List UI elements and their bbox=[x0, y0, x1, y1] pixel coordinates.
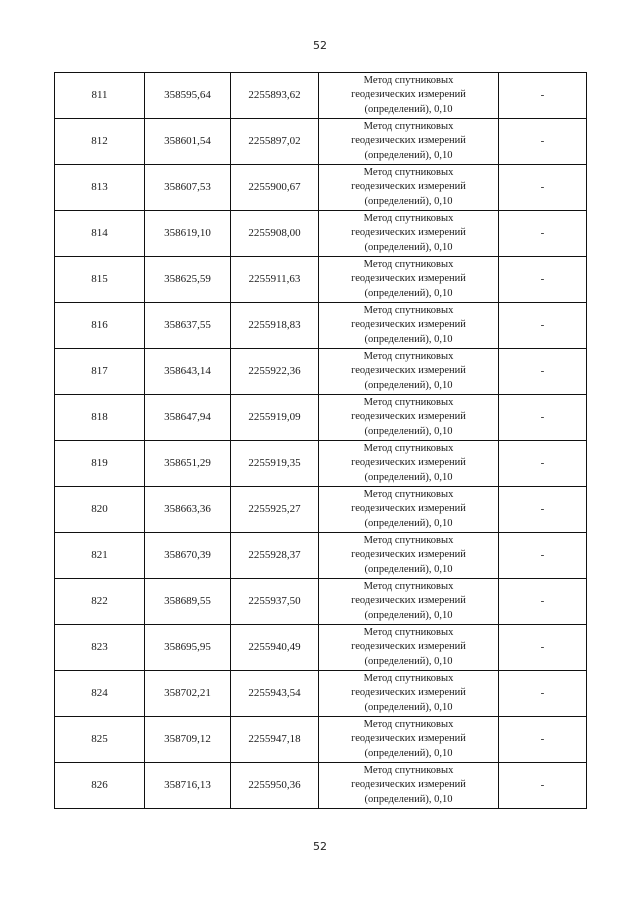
x-coordinate-cell: 358651,29 bbox=[145, 441, 231, 487]
table-row bbox=[55, 303, 587, 349]
method-text-line: геодезических измерений bbox=[351, 411, 466, 423]
method-text-line: (определений), 0,10 bbox=[364, 333, 453, 345]
note-cell: - bbox=[499, 395, 587, 441]
x-coordinate-cell: 358695,95 bbox=[145, 625, 231, 671]
x-coordinate-cell: 358647,94 bbox=[145, 395, 231, 441]
method-text-line: (определений), 0,10 bbox=[364, 241, 453, 253]
point-number-cell: 818 bbox=[55, 395, 145, 441]
method-cell bbox=[319, 257, 499, 303]
method-cell bbox=[319, 671, 499, 717]
x-coordinate-cell: 358689,55 bbox=[145, 579, 231, 625]
table-row bbox=[55, 487, 587, 533]
table-row bbox=[55, 533, 587, 579]
point-number-cell: 821 bbox=[55, 533, 145, 579]
method-text-line: Метод спутниковых bbox=[363, 764, 454, 776]
y-coordinate-cell: 2255897,02 bbox=[231, 119, 319, 165]
method-text-line: Метод спутниковых bbox=[363, 304, 454, 316]
method-cell bbox=[319, 395, 499, 441]
note-cell: - bbox=[499, 763, 587, 809]
note-cell: - bbox=[499, 119, 587, 165]
method-text-line: Метод спутниковых bbox=[363, 74, 454, 86]
method-cell bbox=[319, 211, 499, 257]
method-text-line: Метод спутниковых bbox=[363, 396, 454, 408]
point-number-cell: 815 bbox=[55, 257, 145, 303]
table-row bbox=[55, 119, 587, 165]
x-coordinate-cell: 358637,55 bbox=[145, 303, 231, 349]
method-text-line: геодезических измерений bbox=[351, 89, 466, 101]
point-number-cell: 819 bbox=[55, 441, 145, 487]
method-text-line: геодезических измерений bbox=[351, 503, 466, 515]
method-text-line: (определений), 0,10 bbox=[364, 195, 453, 207]
method-text-line: Метод спутниковых bbox=[363, 626, 454, 638]
coordinates-table-body bbox=[55, 73, 587, 809]
method-text-line: геодезических измерений bbox=[351, 549, 466, 561]
x-coordinate-cell: 358709,12 bbox=[145, 717, 231, 763]
note-cell: - bbox=[499, 579, 587, 625]
method-text-line: Метод спутниковых bbox=[363, 258, 454, 270]
method-text-line: геодезических измерений bbox=[351, 779, 466, 791]
method-text-line: (определений), 0,10 bbox=[364, 103, 453, 115]
method-text-line: геодезических измерений bbox=[351, 273, 466, 285]
table-row bbox=[55, 579, 587, 625]
note-cell: - bbox=[499, 165, 587, 211]
page-number-bottom: 52 bbox=[313, 840, 327, 853]
table-row bbox=[55, 395, 587, 441]
method-cell bbox=[319, 533, 499, 579]
method-cell bbox=[319, 717, 499, 763]
point-number-cell: 824 bbox=[55, 671, 145, 717]
table-row bbox=[55, 73, 587, 119]
point-number-cell: 825 bbox=[55, 717, 145, 763]
note-cell: - bbox=[499, 717, 587, 763]
page-number-top: 52 bbox=[313, 39, 327, 52]
x-coordinate-cell: 358643,14 bbox=[145, 349, 231, 395]
y-coordinate-cell: 2255919,35 bbox=[231, 441, 319, 487]
method-text-line: геодезических измерений bbox=[351, 641, 466, 653]
method-text-line: Метод спутниковых bbox=[363, 350, 454, 362]
point-number-cell: 813 bbox=[55, 165, 145, 211]
point-number-cell: 820 bbox=[55, 487, 145, 533]
note-cell: - bbox=[499, 487, 587, 533]
y-coordinate-cell: 2255940,49 bbox=[231, 625, 319, 671]
point-number-cell: 814 bbox=[55, 211, 145, 257]
x-coordinate-cell: 358663,36 bbox=[145, 487, 231, 533]
y-coordinate-cell: 2255908,00 bbox=[231, 211, 319, 257]
coordinates-table bbox=[54, 72, 587, 809]
table-row bbox=[55, 211, 587, 257]
method-text-line: Метод спутниковых bbox=[363, 212, 454, 224]
table-row bbox=[55, 671, 587, 717]
table-row bbox=[55, 717, 587, 763]
point-number-cell: 822 bbox=[55, 579, 145, 625]
method-cell bbox=[319, 165, 499, 211]
method-cell bbox=[319, 349, 499, 395]
note-cell: - bbox=[499, 349, 587, 395]
y-coordinate-cell: 2255947,18 bbox=[231, 717, 319, 763]
y-coordinate-cell: 2255919,09 bbox=[231, 395, 319, 441]
method-text-line: геодезических измерений bbox=[351, 135, 466, 147]
x-coordinate-cell: 358595,64 bbox=[145, 73, 231, 119]
method-cell bbox=[319, 303, 499, 349]
method-text-line: (определений), 0,10 bbox=[364, 793, 453, 805]
method-cell bbox=[319, 119, 499, 165]
note-cell: - bbox=[499, 533, 587, 579]
method-text-line: геодезических измерений bbox=[351, 733, 466, 745]
point-number-cell: 812 bbox=[55, 119, 145, 165]
method-text-line: (определений), 0,10 bbox=[364, 517, 453, 529]
x-coordinate-cell: 358619,10 bbox=[145, 211, 231, 257]
y-coordinate-cell: 2255943,54 bbox=[231, 671, 319, 717]
y-coordinate-cell: 2255950,36 bbox=[231, 763, 319, 809]
table-row bbox=[55, 165, 587, 211]
method-cell bbox=[319, 625, 499, 671]
method-text-line: (определений), 0,10 bbox=[364, 379, 453, 391]
method-text-line: (определений), 0,10 bbox=[364, 701, 453, 713]
method-text-line: геодезических измерений bbox=[351, 595, 466, 607]
y-coordinate-cell: 2255893,62 bbox=[231, 73, 319, 119]
method-text-line: (определений), 0,10 bbox=[364, 609, 453, 621]
method-text-line: (определений), 0,10 bbox=[364, 149, 453, 161]
method-text-line: геодезических измерений bbox=[351, 687, 466, 699]
method-text-line: (определений), 0,10 bbox=[364, 471, 453, 483]
y-coordinate-cell: 2255918,83 bbox=[231, 303, 319, 349]
note-cell: - bbox=[499, 441, 587, 487]
method-text-line: геодезических измерений bbox=[351, 227, 466, 239]
note-cell: - bbox=[499, 257, 587, 303]
method-text-line: (определений), 0,10 bbox=[364, 563, 453, 575]
method-cell bbox=[319, 763, 499, 809]
y-coordinate-cell: 2255900,67 bbox=[231, 165, 319, 211]
method-cell bbox=[319, 579, 499, 625]
y-coordinate-cell: 2255925,27 bbox=[231, 487, 319, 533]
note-cell: - bbox=[499, 671, 587, 717]
x-coordinate-cell: 358625,59 bbox=[145, 257, 231, 303]
method-text-line: (определений), 0,10 bbox=[364, 425, 453, 437]
method-text-line: Метод спутниковых bbox=[363, 442, 454, 454]
method-text-line: (определений), 0,10 bbox=[364, 287, 453, 299]
y-coordinate-cell: 2255937,50 bbox=[231, 579, 319, 625]
x-coordinate-cell: 358670,39 bbox=[145, 533, 231, 579]
note-cell: - bbox=[499, 303, 587, 349]
method-text-line: геодезических измерений bbox=[351, 365, 466, 377]
method-text-line: (определений), 0,10 bbox=[364, 655, 453, 667]
y-coordinate-cell: 2255928,37 bbox=[231, 533, 319, 579]
method-text-line: Метод спутниковых bbox=[363, 488, 454, 500]
method-text-line: геодезических измерений bbox=[351, 457, 466, 469]
method-text-line: Метод спутниковых bbox=[363, 166, 454, 178]
x-coordinate-cell: 358601,54 bbox=[145, 119, 231, 165]
point-number-cell: 811 bbox=[55, 73, 145, 119]
table-row bbox=[55, 625, 587, 671]
point-number-cell: 817 bbox=[55, 349, 145, 395]
table-row bbox=[55, 257, 587, 303]
x-coordinate-cell: 358607,53 bbox=[145, 165, 231, 211]
point-number-cell: 816 bbox=[55, 303, 145, 349]
y-coordinate-cell: 2255922,36 bbox=[231, 349, 319, 395]
method-text-line: Метод спутниковых bbox=[363, 120, 454, 132]
method-cell bbox=[319, 73, 499, 119]
method-text-line: Метод спутниковых bbox=[363, 718, 454, 730]
method-text-line: Метод спутниковых bbox=[363, 580, 454, 592]
method-cell bbox=[319, 441, 499, 487]
note-cell: - bbox=[499, 211, 587, 257]
note-cell: - bbox=[499, 73, 587, 119]
x-coordinate-cell: 358716,13 bbox=[145, 763, 231, 809]
method-text-line: Метод спутниковых bbox=[363, 534, 454, 546]
table-row bbox=[55, 441, 587, 487]
method-text-line: (определений), 0,10 bbox=[364, 747, 453, 759]
table-row bbox=[55, 763, 587, 809]
method-text-line: Метод спутниковых bbox=[363, 672, 454, 684]
x-coordinate-cell: 358702,21 bbox=[145, 671, 231, 717]
note-cell: - bbox=[499, 625, 587, 671]
method-text-line: геодезических измерений bbox=[351, 319, 466, 331]
method-cell bbox=[319, 487, 499, 533]
point-number-cell: 823 bbox=[55, 625, 145, 671]
y-coordinate-cell: 2255911,63 bbox=[231, 257, 319, 303]
point-number-cell: 826 bbox=[55, 763, 145, 809]
table-row bbox=[55, 349, 587, 395]
method-text-line: геодезических измерений bbox=[351, 181, 466, 193]
